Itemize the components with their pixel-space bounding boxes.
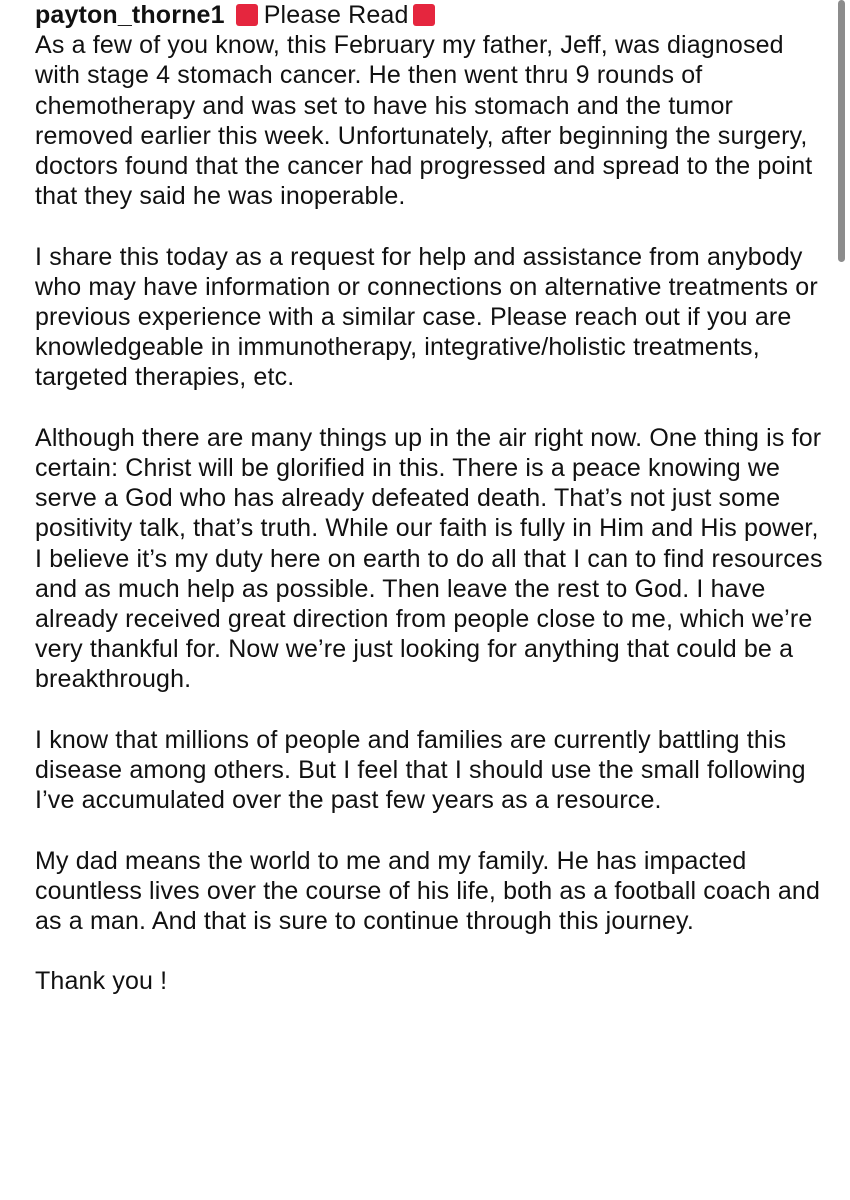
red-square-icon — [236, 4, 258, 26]
caption-paragraph-3: Although there are many things up in the air right now. One thing is for certain: Christ will be glorified in this. There is a peace knowing we serve a God who has already defeated death. That’s not just some positivity talk, that’s truth. While our faith is fully in Him and His power, I believe it’s my duty here on earth to do all that I can to find resources and as much help as possible. Then leave the rest to God. I have already received great direction from people close to me, which we’re very thankful for. Now we’re just looking for anything that could be a breakthrough. — [35, 423, 823, 694]
caption-paragraph-4: I know that millions of people and families are currently battling this disease among others. But I feel that I should use the small following I’ve accumulated over the past few years as a resource. — [35, 725, 806, 815]
caption-header — [35, 0, 825, 30]
caption-paragraph-5: My dad means the world to me and my family. He has impacted countless lives over the course of his life, both as a football coach and as a man. And that is sure to continue through this journey. — [35, 846, 821, 936]
red-square-icon — [413, 4, 435, 26]
caption-signoff: Thank you ! — [35, 967, 168, 996]
scrollbar-thumb[interactable] — [838, 0, 845, 262]
post-caption — [35, 0, 825, 997]
username-link[interactable]: payton_thorne1 — [35, 1, 225, 29]
caption-paragraph-2: I share this today as a request for help and assistance from anybody who may have information or connections on alternative treatments or previous experience with a similar case. Please reach out if you are knowledgeable in immunotherapy, integrative/holistic treatments, targeted therapies, etc. — [35, 242, 818, 392]
caption-header-text: Please Read — [263, 1, 409, 29]
caption-paragraph-1: As a few of you know, this February my father, Jeff, was diagnosed with stage 4 stomach cancer. He then went thru 9 rounds of chemotherapy and was set to have his stomach and the tumor removed earlier this week. Unfortunately, after beginning the surgery, doctors found that the cancer had progressed and spread to the point that they said he was inoperable. — [35, 31, 813, 211]
